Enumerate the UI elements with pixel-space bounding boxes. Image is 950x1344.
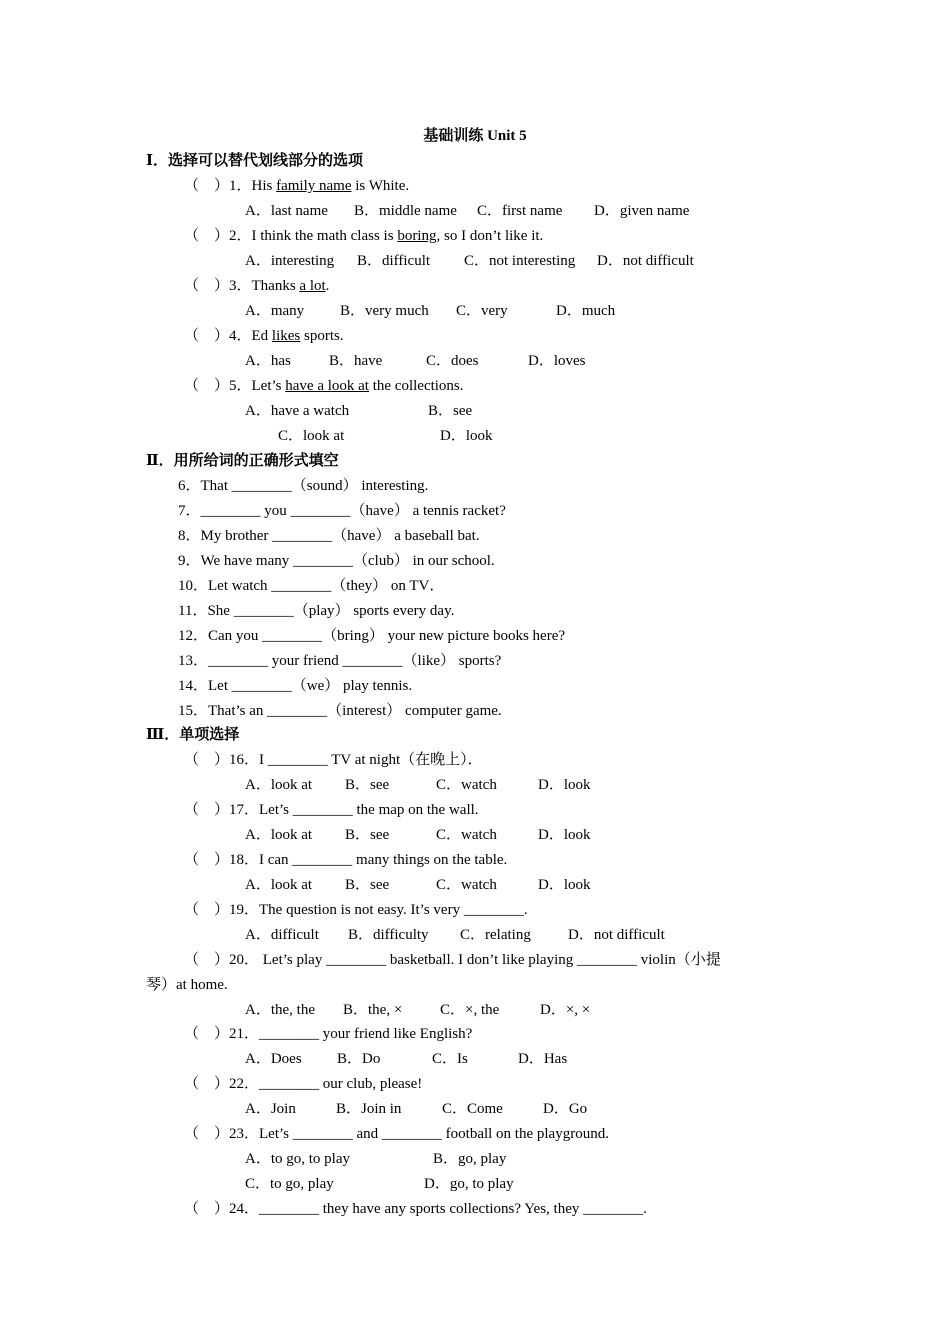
- q19-option-c: C．relating: [460, 927, 531, 943]
- q2-option-d: D．not difficult: [597, 253, 694, 269]
- q3-option-a: A．many: [245, 303, 305, 319]
- q18-option-c: C．watch: [436, 877, 497, 893]
- question-18: （ ）18．I can ________ many things on the table.: [184, 852, 508, 868]
- question-3-suffix: .: [325, 278, 330, 294]
- question-24: （ ）24．________ they have any sports collections? Yes, they ________.: [184, 1201, 647, 1217]
- fill-item: 10．Let watch ________（they） on TV．: [178, 578, 445, 594]
- question-16: （ ）16．I ________ TV at night（在晚上）．: [184, 752, 483, 768]
- q21-option-a: A．Does: [245, 1051, 302, 1067]
- q17-option-a: A．look at: [245, 827, 313, 843]
- fill-item: 8．My brother ________（have） a baseball bat.: [178, 528, 480, 544]
- q18-option-b: B．see: [345, 877, 390, 893]
- section-3-heading: Ⅲ．单项选择: [146, 727, 240, 743]
- question-4: [184, 326, 344, 346]
- q20-option-d: D．×, ×: [540, 1002, 591, 1018]
- q1-option-c: C．first name: [477, 203, 563, 219]
- q2-option-b: B．difficult: [357, 253, 431, 269]
- q22-option-a: A．Join: [245, 1101, 296, 1117]
- fill-item: 6．That ________（sound） interesting.: [178, 478, 429, 494]
- q22-option-c: C．Come: [442, 1101, 503, 1117]
- q20-option-a: A．the, the: [245, 1002, 315, 1018]
- fill-item: 13．________ your friend ________（like） sports?: [178, 653, 502, 669]
- question-22: （ ）22．________ our club, please!: [184, 1076, 423, 1092]
- q23-option-d: D．go, to play: [424, 1176, 514, 1192]
- question-1: [184, 176, 409, 196]
- question-5: [184, 376, 464, 396]
- q21-option-b: B．Do: [337, 1051, 381, 1067]
- fill-item: 9．We have many ________（club） in our school.: [178, 553, 495, 569]
- question-17: （ ）17．Let’s ________ the map on the wall.: [184, 802, 479, 818]
- q19-option-b: B．difficulty: [348, 927, 429, 943]
- q18-option-d: D．look: [538, 877, 591, 893]
- question-4-suffix: sports.: [300, 328, 344, 344]
- q4-option-b: B．have: [329, 353, 383, 369]
- q23-option-c: C．to go, play: [245, 1176, 334, 1192]
- question-2-suffix: , so I don’t like it.: [436, 228, 544, 244]
- q16-option-a: A．look at: [245, 777, 313, 793]
- q2-option-a: A．interesting: [245, 253, 335, 269]
- q4-option-c: C．does: [426, 353, 479, 369]
- q1-option-d: D．given name: [594, 203, 690, 219]
- q17-option-b: B．see: [345, 827, 390, 843]
- q5-option-a: A．have a watch: [245, 403, 350, 419]
- q3-option-b: B．very much: [340, 303, 429, 319]
- fill-item: 14．Let ________（we） play tennis.: [178, 678, 413, 694]
- question-3: [184, 276, 329, 296]
- q23-option-b: B．go, play: [433, 1151, 507, 1167]
- q3-option-d: D．much: [556, 303, 616, 319]
- q4-option-a: A．has: [245, 353, 291, 369]
- question-19: （ ）19．The question is not easy. It’s very ________.: [184, 902, 528, 918]
- q17-option-c: C．watch: [436, 827, 497, 843]
- q17-option-d: D．look: [538, 827, 591, 843]
- q22-option-d: D．Go: [543, 1101, 588, 1117]
- section-1-heading: Ⅰ．选择可以替代划线部分的选项: [146, 153, 364, 169]
- q2-option-c: C．not interesting: [464, 253, 576, 269]
- question-21: （ ）21．________ your friend like English?: [184, 1026, 473, 1042]
- q22-option-b: B．Join in: [336, 1101, 402, 1117]
- question-2: [184, 226, 543, 246]
- q19-option-a: A．difficult: [245, 927, 319, 943]
- question-2-prefix: （ ）2．I think the math class is: [184, 228, 398, 244]
- question-3-underlined: a lot: [299, 278, 326, 294]
- q21-option-c: C．Is: [432, 1051, 468, 1067]
- question-20-line-1: （ ）20． Let’s play ________ basketball. I don’t like playing ________ violin（小提: [184, 952, 721, 968]
- question-1-prefix: （ ）1．His: [184, 178, 277, 194]
- question-1-underlined: family name: [276, 178, 352, 194]
- q16-option-b: B．see: [345, 777, 390, 793]
- question-23: （ ）23．Let’s ________ and ________ football on the playground.: [184, 1126, 609, 1142]
- question-4-prefix: （ ）4．Ed: [184, 328, 272, 344]
- q5-option-b: B．see: [428, 403, 473, 419]
- question-4-underlined: likes: [271, 328, 301, 344]
- fill-item: 12．Can you ________（bring） your new picture books here?: [178, 628, 566, 644]
- question-5-prefix: （ ）5．Let’s: [184, 378, 286, 394]
- q16-option-c: C．watch: [436, 777, 497, 793]
- q23-option-a: A．to go, to play: [245, 1151, 350, 1167]
- q5-option-c: C．look at: [278, 428, 345, 444]
- q4-option-d: D．loves: [528, 353, 586, 369]
- fill-item: 7．________ you ________（have） a tennis racket?: [178, 503, 506, 519]
- fill-item: 15．That’s an ________（interest） computer game.: [178, 703, 502, 719]
- question-1-suffix: is White.: [351, 178, 410, 194]
- question-3-prefix: （ ）3．Thanks: [184, 278, 300, 294]
- question-2-underlined: boring: [397, 228, 437, 244]
- page-title: 基础训练 Unit 5: [423, 128, 527, 144]
- q1-option-b: B．middle name: [354, 203, 457, 219]
- q20-option-c: C．×, the: [440, 1002, 500, 1018]
- q21-option-d: D．Has: [518, 1051, 568, 1067]
- q5-option-d: D．look: [440, 428, 493, 444]
- q3-option-c: C．very: [456, 303, 508, 319]
- question-5-suffix: the collections.: [368, 378, 464, 394]
- q18-option-a: A．look at: [245, 877, 313, 893]
- section-2-heading: Ⅱ．用所给词的正确形式填空: [146, 453, 339, 469]
- fill-item: 11．She ________（play） sports every day.: [178, 603, 455, 619]
- q19-option-d: D．not difficult: [568, 927, 665, 943]
- q16-option-d: D．look: [538, 777, 591, 793]
- question-20-line-2: 琴）at home.: [146, 977, 228, 993]
- question-5-underlined: have a look at: [285, 378, 369, 394]
- q20-option-b: B．the, ×: [343, 1002, 403, 1018]
- q1-option-a: A．last name: [245, 203, 328, 219]
